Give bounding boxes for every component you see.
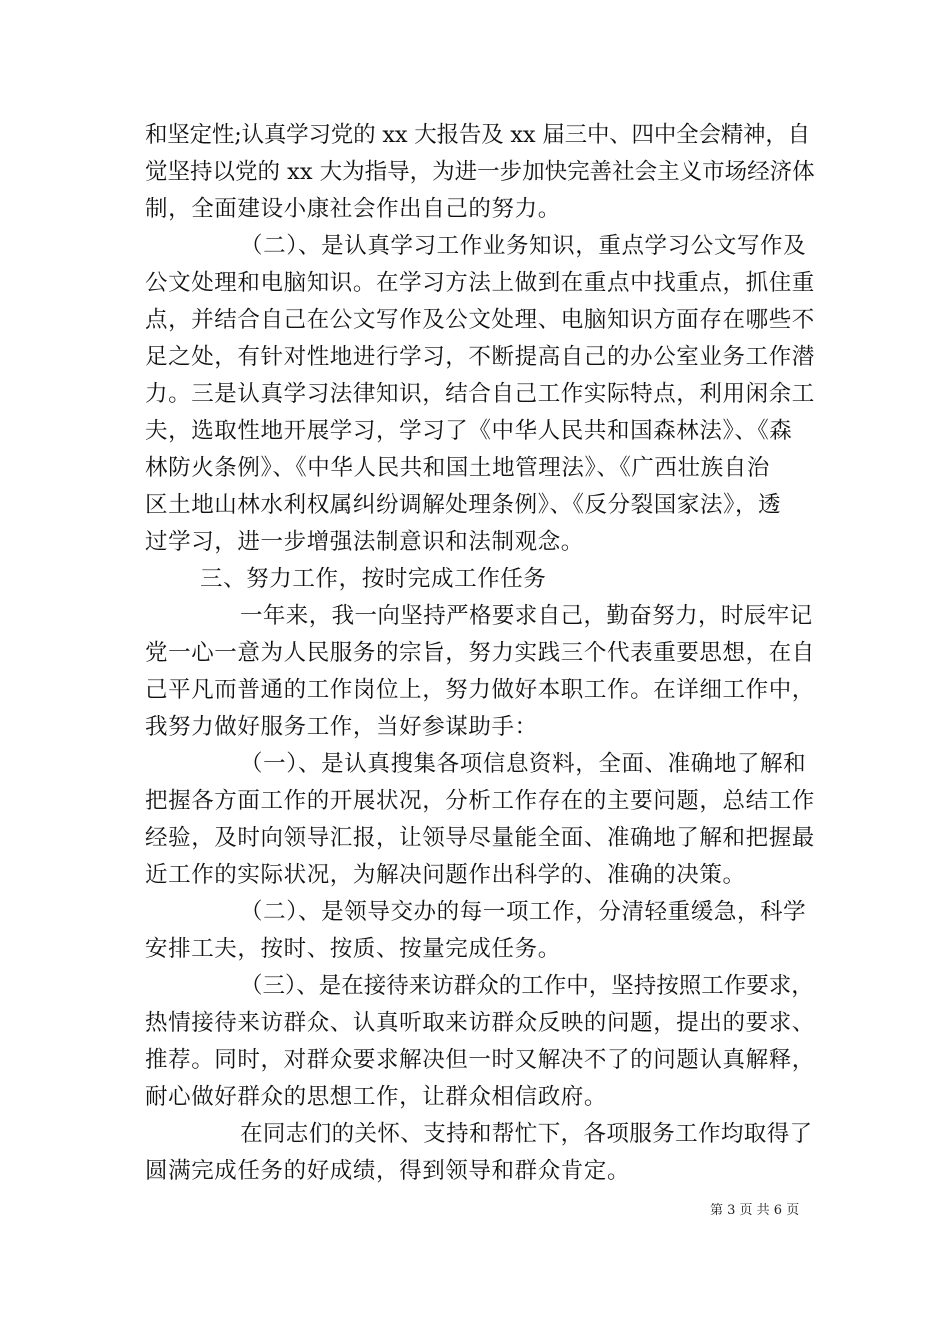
text-line: 热情接待来访群众、认真听取来访群众反映的问题，提出的要求、 <box>145 1010 815 1036</box>
text-line: （三）、是在接待来访群众的工作中，坚持按照工作要求， <box>240 973 814 999</box>
text-line: 足之处，有针对性地进行学习，不断提高自己的办公室业务工作潜 <box>145 344 815 370</box>
text-line: 制，全面建设小康社会作出自己的努力。 <box>145 196 561 222</box>
text-line: 把握各方面工作的开展状况，分析工作存在的主要问题，总结工作 <box>145 788 815 814</box>
text-line: 和坚定性;认真学习党的 xx 大报告及 xx 届三中、四中全会精神，自 <box>145 122 810 148</box>
text-line: 点，并结合自己在公文写作及公文处理、电脑知识方面存在哪些不 <box>145 307 815 333</box>
text-line: 觉坚持以党的 xx 大为指导，为进一步加快完善社会主义市场经济体 <box>145 159 815 185</box>
text-line: 夫，选取性地开展学习，学习了《中华人民共和国森林法》、《森 <box>145 418 793 444</box>
text-line: （二）、是认真学习工作业务知识，重点学习公文写作及 <box>240 233 807 259</box>
text-line: 我努力做好服务工作，当好参谋助手： <box>145 714 538 740</box>
text-line: 经验，及时向领导汇报，让领导尽量能全面、准确地了解和把握最 <box>145 825 815 851</box>
text-line: 林防火条例》、《中华人民共和国土地管理法》、《广西壮族自治 <box>145 455 770 481</box>
text-line: 近工作的实际状况，为解决问题作出科学的、准确的决策。 <box>145 862 746 888</box>
text-line: 安排工夫，按时、按质、按量完成任务。 <box>145 936 561 962</box>
text-line: 过学习，进一步增强法制意识和法制观念。 <box>145 529 584 555</box>
text-line: 公文处理和电脑知识。在学习方法上做到在重点中找重点，抓住重 <box>145 270 815 296</box>
text-line: 推荐。同时，对群众要求解决但一时又解决不了的问题认真解释， <box>145 1047 815 1073</box>
text-line: 区土地山林水利权属纠纷调解处理条例》、《反分裂国家法》，透 <box>145 492 782 518</box>
text-line: 在同志们的关怀、支持和帮忙下，各项服务工作均取得了 <box>240 1121 813 1147</box>
text-line: 党一心一意为人民服务的宗旨，努力实践三个代表重要思想，在自 <box>145 640 815 666</box>
text-line: 一年来，我一向坚持严格要求自己，勤奋努力，时辰牢记 <box>240 603 813 629</box>
text-line: 耐心做好群众的思想工作，让群众相信政府。 <box>145 1084 608 1110</box>
text-line: 三、努力工作，按时完成工作任务 <box>200 566 547 592</box>
text-line: （一）、是认真搜集各项信息资料，全面、准确地了解和 <box>240 751 807 777</box>
text-line: 己平凡而普通的工作岗位上，努力做好本职工作。在详细工作中， <box>145 677 815 703</box>
document-body <box>145 117 815 1190</box>
text-line: （二）、是领导交办的每一项工作，分清轻重缓急，科学 <box>240 899 807 925</box>
text-line: 圆满完成任务的好成绩，得到领导和群众肯定。 <box>145 1158 631 1184</box>
text-line: 力。三是认真学习法律知识，结合自己工作实际特点，利用闲余工 <box>145 381 815 407</box>
page-number: 第 3 页 共 6 页 <box>710 1203 800 1218</box>
